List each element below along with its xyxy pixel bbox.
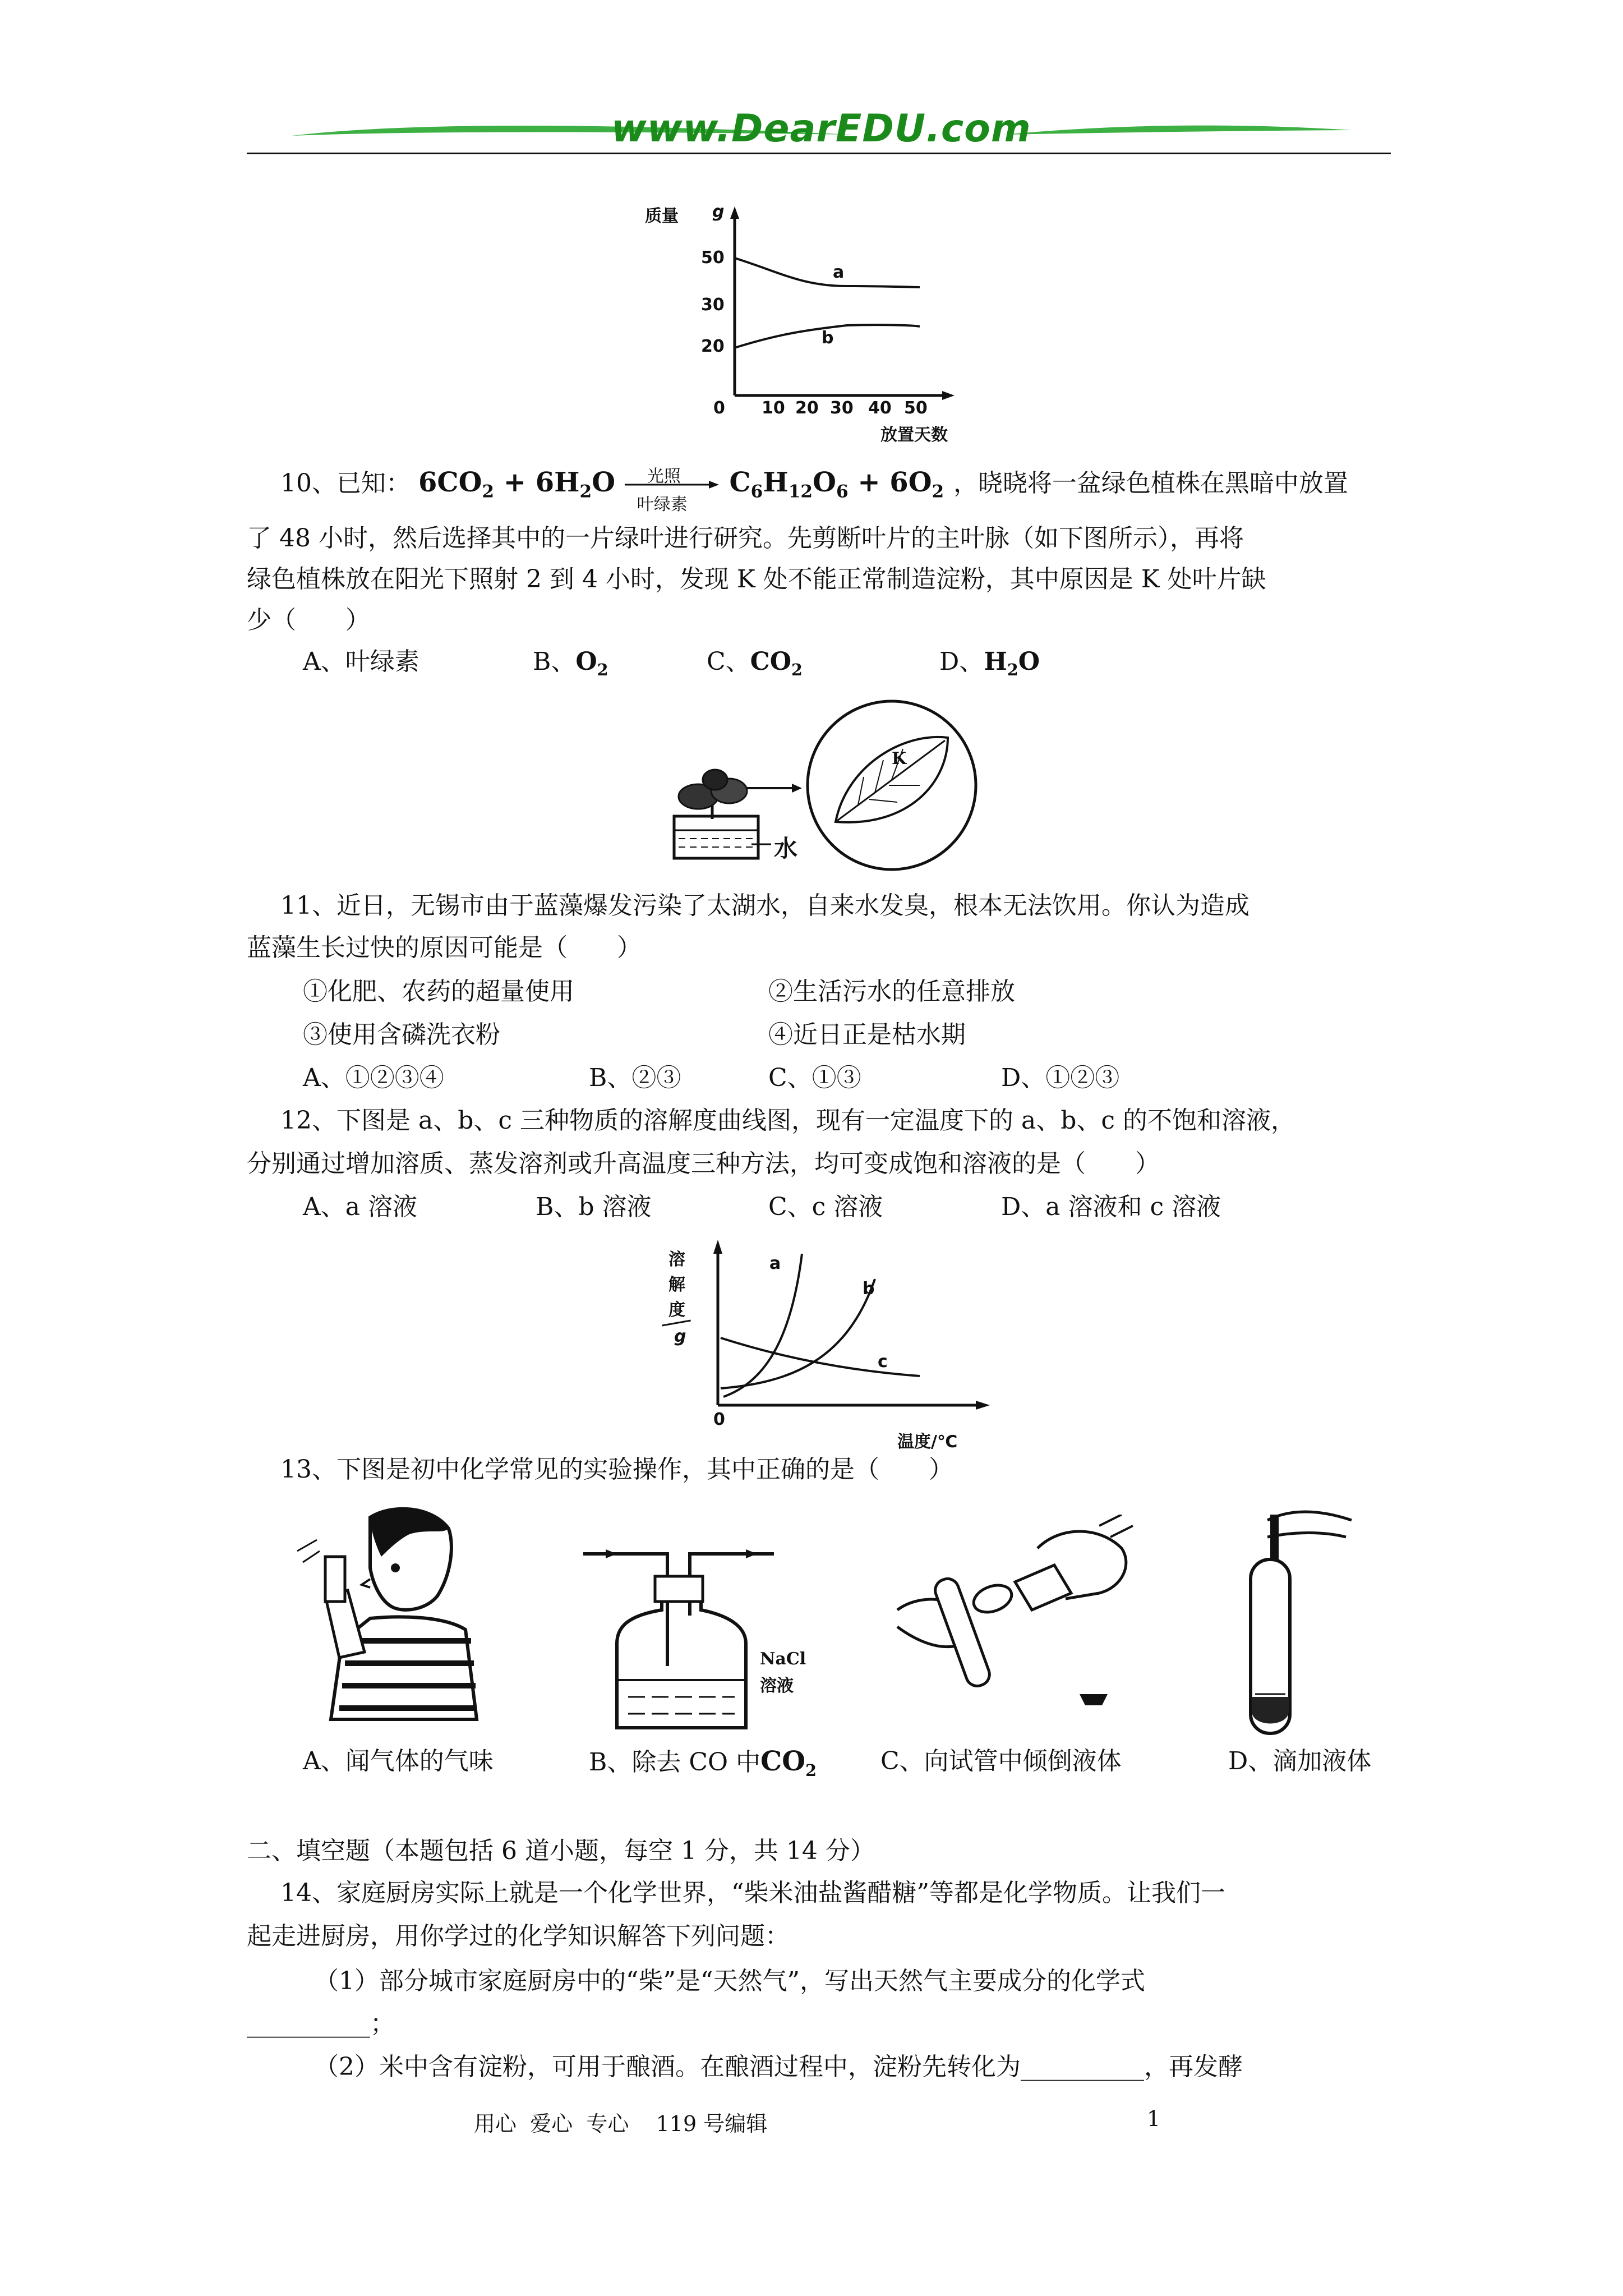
smell-gas-figure <box>286 1495 499 1731</box>
q10-option-b: B、$O_2$ <box>533 647 608 679</box>
q10-option-c: C、$CO_2$ <box>707 647 803 679</box>
page-footer: 用心 爱心 专心 119 号编辑 <box>474 2111 768 2136</box>
solubility-chart-ylabel-2: 解 <box>668 1275 685 1295</box>
plant-in-water-icon <box>667 693 993 878</box>
q10-fig-k-label: K <box>892 749 907 769</box>
q11-option-a: A、①②③④ <box>303 1064 444 1092</box>
solubility-chart-xlabel: 温度/℃ <box>897 1432 958 1452</box>
curve-b <box>721 1279 875 1388</box>
pour-liquid-figure <box>886 1515 1150 1728</box>
q12-line1: 12、下图是 a、b、c 三种物质的溶解度曲线图，现有一定温度下的 a、b、c 的不饱和溶液， <box>280 1106 1296 1135</box>
q10-line3: 绿色植株放在阳光下照射 2 到 4 小时，发现 K 处不能正常制造淀粉，其中原因是 K 处叶片缺 <box>247 565 1266 593</box>
q11-item-4: ④近日正是枯水期 <box>768 1020 966 1049</box>
q13-option-b: B、除去 CO 中$CO_2$ <box>589 1746 817 1780</box>
q13-option-d: D、滴加液体 <box>1228 1747 1372 1775</box>
q11-line2: 蓝藻生长过快的原因可能是（ ） <box>247 933 642 962</box>
nacl-label: NaCl <box>760 1649 806 1669</box>
q10-line1 <box>280 466 1348 514</box>
mass-chart <box>634 202 970 449</box>
header-rule <box>247 153 1391 154</box>
solubility-chart-curve-a-label: a <box>769 1254 781 1273</box>
q12-option-d: D、a 溶液和 c 溶液 <box>1001 1193 1221 1221</box>
q12-line2: 分别通过增加溶质、蒸发溶剂或升高温度三种方法，均可变成饱和溶液的是（ ） <box>247 1149 1160 1178</box>
solubility-chart <box>623 1231 1004 1456</box>
q11-option-c: C、①③ <box>768 1064 861 1092</box>
q12-option-c: C、c 溶液 <box>768 1193 883 1221</box>
wash-bottle-icon <box>583 1537 819 1739</box>
q11-option-b: B、②③ <box>589 1064 681 1092</box>
q11-item-3: ③使用含磷洗衣粉 <box>303 1020 500 1049</box>
q13-option-c: C、向试管中倾倒液体 <box>880 1747 1122 1775</box>
q10-leaf-figure <box>667 693 993 878</box>
q10-option-a: A、叶绿素 <box>303 647 419 676</box>
mass-chart-curve-a-label: a <box>833 263 845 282</box>
q10-line2: 了 48 小时，然后选择其中的一片绿叶进行研究。先剪断叶片的主叶脉（如下图所示），再将 <box>247 524 1244 553</box>
q14-sub2: （2）米中含有淀粉，可用于酿酒。在酿酒过程中，淀粉先转化为__________，再发酵 <box>314 2053 1243 2081</box>
mass-chart-ytick-20: 20 <box>701 337 725 356</box>
page-header <box>241 107 1391 168</box>
mass-chart-xtick-10: 10 <box>762 398 785 418</box>
mass-chart-xtick-30: 30 <box>830 398 854 418</box>
mass-chart-xtick-0: 0 <box>713 398 725 418</box>
header-swoosh-right <box>1004 119 1352 147</box>
q10-line4: 少（ ） <box>247 606 370 634</box>
header-site-logo: www.DearEDU.com <box>611 107 1031 151</box>
q10-equation: $6CO_2 + 6H_2O$ 光照 叶绿素 $C_6H_{12}O_6 + 6O_2$ <box>418 466 944 514</box>
mass-chart-yunit: g <box>712 202 725 222</box>
mass-chart-xtick-20: 20 <box>795 398 819 418</box>
q10-reaction-arrow: 光照 叶绿素 <box>625 468 720 501</box>
solubility-chart-yunit: g <box>674 1327 686 1346</box>
mass-chart-xlabel: 放置天数 <box>880 425 948 445</box>
mass-chart-ytick-50: 50 <box>701 248 725 268</box>
q10-after-equation: ，晓晓将一盆绿色植株在黑暗中放置 <box>953 469 1348 498</box>
curve-a <box>723 1254 802 1397</box>
solubility-chart-ylabel-3: 度 <box>668 1300 685 1320</box>
dropper-figure <box>1217 1498 1363 1739</box>
solubility-chart-curve-b-label: b <box>863 1279 875 1299</box>
q11-option-d: D、①②③ <box>1001 1064 1120 1092</box>
mass-chart-xtick-40: 40 <box>868 398 892 418</box>
solubility-chart-ylabel-1: 溶 <box>668 1250 685 1269</box>
q11-line1: 11、近日，无锡市由于蓝藻爆发污染了太湖水，自来水发臭，根本无法饮用。你认为造成 <box>280 891 1249 920</box>
q10-option-d: D、$H_2O$ <box>939 647 1040 679</box>
wash-bottle-figure <box>583 1537 819 1739</box>
q14-sub1: （1）部分城市家庭厨房中的“柴”是“天然气”，写出天然气主要成分的化学式 <box>314 1967 1145 1995</box>
q10-fig-water-label: 水 <box>774 835 798 862</box>
q11-item-2: ②生活污水的任意排放 <box>768 977 1015 1006</box>
q11-item-1: ①化肥、农药的超量使用 <box>303 977 574 1006</box>
solubility-chart-curve-c-label: c <box>878 1352 888 1372</box>
solubility-chart-origin: 0 <box>713 1410 725 1429</box>
section-2-title: 二、填空题（本题包括 6 道小题，每空 1 分，共 14 分） <box>247 1837 875 1865</box>
q14-line1: 14、家庭厨房实际上就是一个化学世界，“柴米油盐酱醋糖”等都是化学物质。让我们一 <box>280 1879 1225 1907</box>
curve-a <box>735 258 920 287</box>
mass-chart-ylabel: 质量 <box>645 206 679 226</box>
q10-intro: 10、已知： <box>280 469 411 498</box>
q13-option-a: A、闻气体的气味 <box>303 1747 494 1775</box>
mass-chart-curve-b-label: b <box>822 328 834 348</box>
q14-line2: 起走进厨房，用你学过的化学知识解答下列问题： <box>247 1922 790 1950</box>
page-number: 1 <box>1147 2106 1161 2131</box>
q14-sub1-blank: __________； <box>247 2009 395 2038</box>
q13-line1: 13、下图是初中化学常见的实验操作，其中正确的是（ ） <box>280 1455 953 1484</box>
mass-chart-ytick-30: 30 <box>701 295 725 315</box>
mass-chart-xtick-50: 50 <box>904 398 928 418</box>
q12-option-b: B、b 溶液 <box>536 1193 652 1221</box>
q12-option-a: A、a 溶液 <box>303 1193 417 1221</box>
nacl-solution-label: 溶液 <box>760 1676 794 1696</box>
